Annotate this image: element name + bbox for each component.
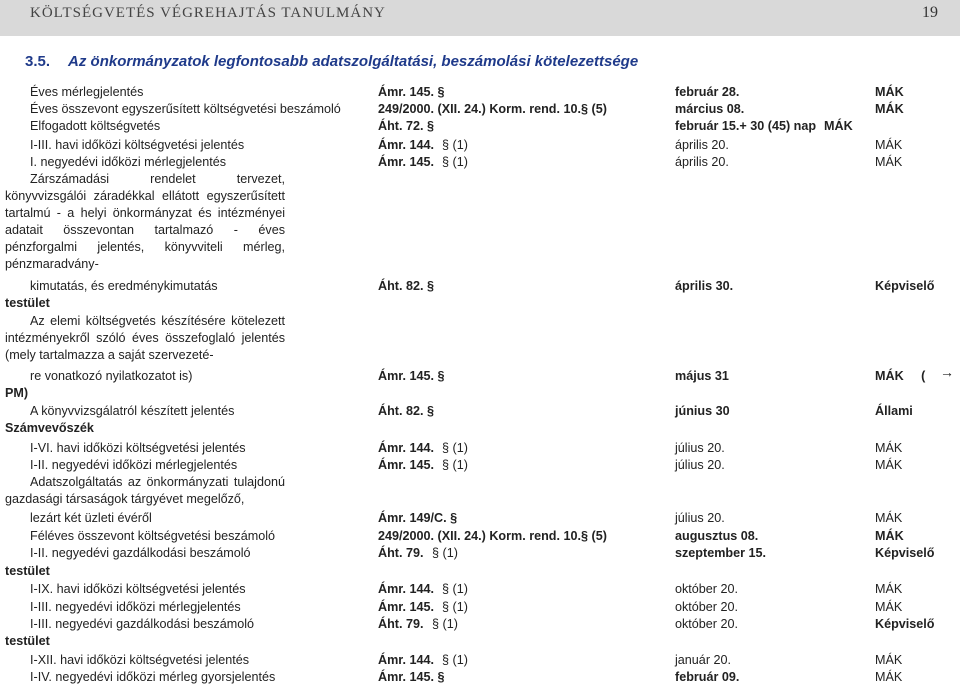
row-recipient-cont: PM) bbox=[5, 386, 29, 400]
row-recipient: MÁK bbox=[875, 441, 903, 455]
row-recipient: MÁK bbox=[875, 653, 903, 667]
row-name: I-XII. havi időközi költségvetési jelentés bbox=[30, 653, 250, 667]
row-recipient: MÁK ( bbox=[875, 369, 926, 383]
row-date: július 20. bbox=[675, 511, 725, 525]
row-name: I-IV. negyedévi időközi mérleg gyorsjelentés bbox=[30, 670, 276, 684]
row-date: október 20. bbox=[675, 582, 739, 596]
page-header bbox=[0, 0, 960, 36]
row-law-paragraph: § (1) bbox=[432, 617, 458, 631]
row-date: április 20. bbox=[675, 155, 729, 169]
row-date: február 09. bbox=[675, 670, 740, 684]
row-name-line: Zárszámadási rendelet tervezet, bbox=[30, 172, 285, 186]
row-law: Áht. 79. bbox=[378, 546, 424, 560]
row-recipient: Állami bbox=[875, 404, 913, 418]
row-name: I-IX. havi időközi költségvetési jelentés bbox=[30, 582, 246, 596]
row-recipient: MÁK bbox=[875, 582, 903, 596]
row-date: július 20. bbox=[675, 458, 725, 472]
row-law-paragraph: § (1) bbox=[442, 600, 468, 614]
row-recipient: MÁK bbox=[875, 600, 903, 614]
row-name: Éves mérlegjelentés bbox=[30, 85, 144, 99]
row-law: Ámr. 149/C. § bbox=[378, 511, 458, 525]
row-recipient-cont: Számvevőszék bbox=[5, 421, 94, 435]
row-name-line: pénzmaradvány- bbox=[5, 257, 99, 271]
row-name: lezárt két üzleti évéről bbox=[30, 511, 152, 525]
row-law-paragraph: § (1) bbox=[442, 441, 468, 455]
row-date: április 30. bbox=[675, 279, 734, 293]
row-recipient: MÁK bbox=[875, 102, 904, 116]
row-name: I. negyedévi időközi mérlegjelentés bbox=[30, 155, 227, 169]
row-law: Ámr. 144. bbox=[378, 653, 435, 667]
row-law: Áht. 82. § bbox=[378, 404, 434, 418]
row-law-paragraph: § (1) bbox=[442, 155, 468, 169]
row-date: február 28. bbox=[675, 85, 740, 99]
row-date: április 20. bbox=[675, 138, 729, 152]
row-date: augusztus 08. bbox=[675, 529, 759, 543]
row-name-line: intézményekről szóló éves összefoglaló jelentés bbox=[5, 331, 285, 345]
row-name: Éves összevont egyszerűsített költségvetési beszámoló bbox=[30, 102, 341, 116]
section-heading bbox=[25, 53, 638, 70]
row-law: Ámr. 144. bbox=[378, 441, 435, 455]
row-recipient-cont: testület bbox=[5, 296, 50, 310]
row-law: Ámr. 144. bbox=[378, 582, 435, 596]
row-name: I-II. negyedévi gazdálkodási beszámoló bbox=[30, 546, 251, 560]
section-number: 3.5. bbox=[25, 53, 51, 70]
row-law: 249/2000. (XII. 24.) Korm. rend. 10.§ (5) bbox=[378, 102, 607, 116]
row-recipient-cont: testület bbox=[5, 564, 50, 578]
row-law: Áht. 82. § bbox=[378, 279, 434, 293]
row-name: I-III. havi időközi költségvetési jelentés bbox=[30, 138, 245, 152]
row-law: Ámr. 145. § bbox=[378, 670, 445, 684]
row-name: I-VI. havi időközi költségvetési jelentés bbox=[30, 441, 246, 455]
section-title: Az önkormányzatok legfontosabb adatszolgáltatási, beszámolási kötelezettsége bbox=[68, 53, 639, 70]
row-recipient: MÁK bbox=[875, 458, 903, 472]
row-recipient-cont: testület bbox=[5, 634, 50, 648]
row-recipient: MÁK bbox=[824, 119, 853, 133]
row-date: július 20. bbox=[675, 441, 725, 455]
row-name: I-II. negyedévi időközi mérlegjelentés bbox=[30, 458, 238, 472]
row-name: I-III. negyedévi gazdálkodási beszámoló bbox=[30, 617, 255, 631]
row-name: I-III. negyedévi időközi mérlegjelentés bbox=[30, 600, 241, 614]
row-date: október 20. bbox=[675, 600, 739, 614]
row-name-line: adatait összevontan tartalmazó - éves bbox=[5, 223, 285, 237]
page-number: 19 bbox=[922, 4, 938, 21]
row-recipient: MÁK bbox=[875, 138, 903, 152]
row-date: február 15.+ 30 (45) nap bbox=[675, 119, 817, 133]
row-law: Ámr. 144. bbox=[378, 138, 435, 152]
row-name: A könyvvizsgálatról készített jelentés bbox=[30, 404, 235, 418]
row-recipient: MÁK bbox=[875, 85, 904, 99]
row-date: március 08. bbox=[675, 102, 745, 116]
row-date: szeptember 15. bbox=[675, 546, 766, 560]
row-recipient: MÁK bbox=[875, 670, 903, 684]
row-date: június 30 bbox=[675, 404, 730, 418]
arrow-right-icon: → bbox=[940, 364, 954, 380]
row-law-paragraph: § (1) bbox=[442, 582, 468, 596]
row-name: Elfogadott költségvetés bbox=[30, 119, 161, 133]
row-law-paragraph: § (1) bbox=[442, 458, 468, 472]
row-recipient: MÁK bbox=[875, 511, 903, 525]
row-name-line: pénzforgalmi jelentés, könyvviteli mérleg, bbox=[5, 240, 285, 254]
row-recipient: MÁK bbox=[875, 155, 903, 169]
row-law: Áht. 72. § bbox=[378, 119, 434, 133]
row-date: október 20. bbox=[675, 617, 739, 631]
row-law: Ámr. 145. § bbox=[378, 369, 445, 383]
row-law-paragraph: § (1) bbox=[442, 653, 468, 667]
row-law: Ámr. 145. § bbox=[378, 85, 445, 99]
row-recipient: MÁK bbox=[875, 529, 904, 543]
row-law: 249/2000. (XII. 24.) Korm. rend. 10.§ (5) bbox=[378, 529, 607, 543]
row-name-line: gazdasági társaságok tárgyévet megelőző, bbox=[5, 492, 245, 506]
row-recipient: Képviselő bbox=[875, 617, 935, 631]
row-name-line: Az elemi költségvetés készítésére kötelezett bbox=[30, 314, 285, 328]
row-law: Áht. 79. bbox=[378, 617, 424, 631]
row-name-line: (mely tartalmazza a saját szervezeté- bbox=[5, 348, 214, 362]
row-name-line: könyvvizsgálói záradékkal ellátott egyszerűsített bbox=[5, 189, 285, 203]
row-recipient: Képviselő bbox=[875, 279, 935, 293]
row-name: Féléves összevont költségvetési beszámoló bbox=[30, 529, 276, 543]
row-date: január 20. bbox=[675, 653, 732, 667]
row-name: re vonatkozó nyilatkozatot is) bbox=[30, 369, 193, 383]
row-law-paragraph: § (1) bbox=[442, 138, 468, 152]
row-law: Ámr. 145. bbox=[378, 600, 435, 614]
row-name-line: Adatszolgáltatás az önkormányzati tulajdonú bbox=[30, 475, 285, 489]
row-date: május 31 bbox=[675, 369, 729, 383]
row-law: Ámr. 145. bbox=[378, 155, 435, 169]
row-law-paragraph: § (1) bbox=[432, 546, 458, 560]
row-name: kimutatás, és eredménykimutatás bbox=[30, 279, 218, 293]
row-name-line: tartalmú - a helyi önkormányzat és intézményei bbox=[5, 206, 285, 220]
row-law: Ámr. 145. bbox=[378, 458, 435, 472]
header-title: KÖLTSÉGVETÉS VÉGREHAJTÁS TANULMÁNY bbox=[30, 5, 386, 21]
row-recipient: Képviselő bbox=[875, 546, 935, 560]
